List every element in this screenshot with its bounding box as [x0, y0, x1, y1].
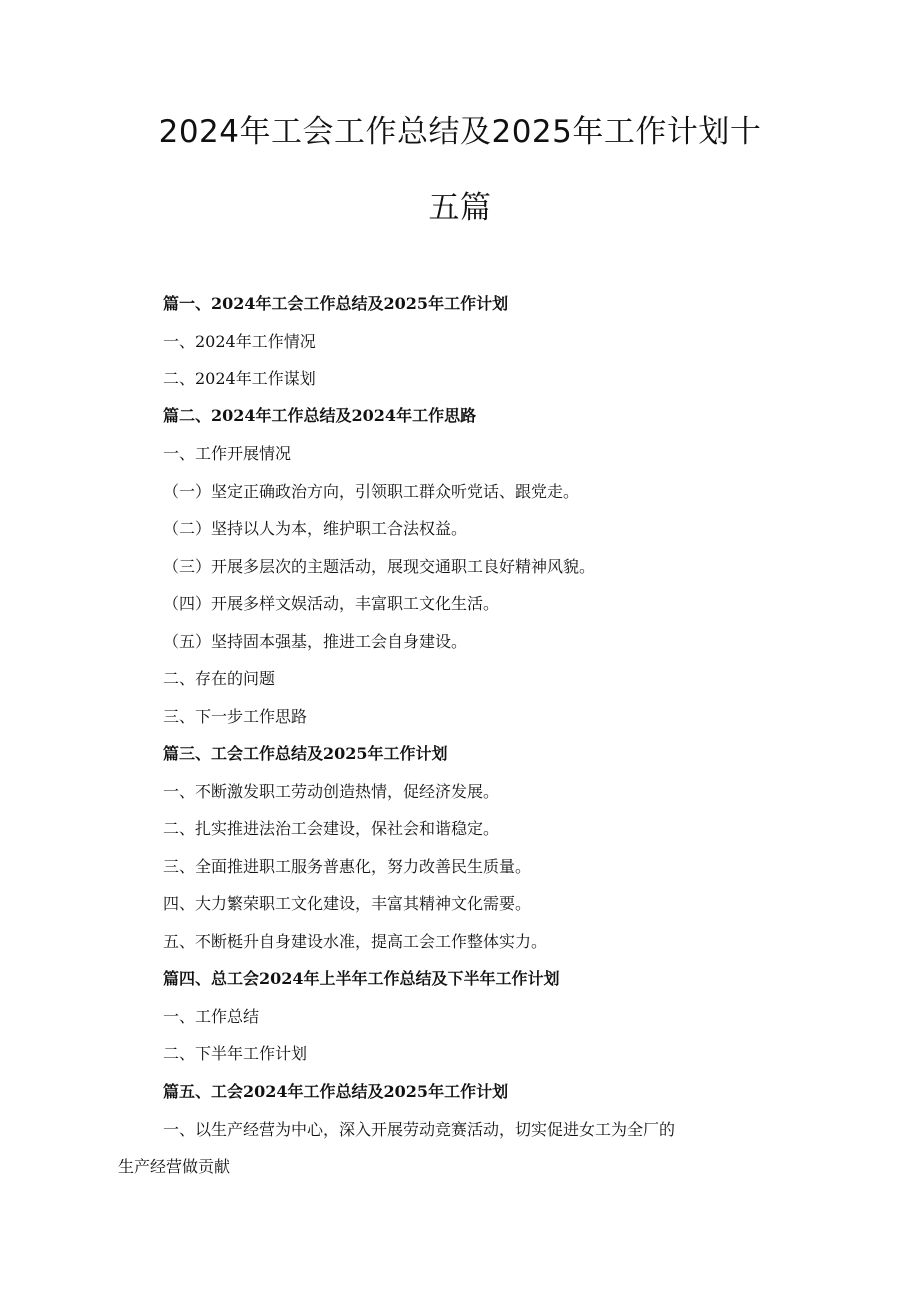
document-title-line-1: 2024年工会工作总结及2025年工作计划十	[158, 114, 762, 150]
toc-item: 一、不断激发职工劳动创造热情，促经济发展。	[163, 782, 500, 801]
section-heading: 篇五、工会2024年工作总结及2025年工作计划	[163, 1082, 509, 1101]
section-heading: 篇四、总工会2024年上半年工作总结及下半年工作计划	[163, 969, 560, 988]
toc-item: 一、工作总结	[163, 1007, 260, 1026]
toc-item: 二、扎实推进法治工会建设，保社会和谐稳定。	[163, 819, 500, 838]
toc-item: 一、以生产经营为中心，深入开展劳动竞赛活动，切实促进女工为全厂的	[163, 1120, 676, 1139]
toc-item: （五）坚持固本强基，推进工会自身建设。	[163, 632, 468, 651]
toc-item: （三）开展多层次的主题活动，展现交通职工良好精神风貌。	[163, 557, 596, 576]
toc-item: 一、2024年工作情况	[163, 332, 316, 351]
toc-item: 一、工作开展情况	[163, 444, 292, 463]
toc-item-continuation: 生产经营做贡献	[118, 1157, 231, 1176]
toc-item: 二、下半年工作计划	[163, 1044, 308, 1063]
toc-item: 三、下一步工作思路	[163, 707, 308, 726]
section-heading: 篇三、工会工作总结及2025年工作计划	[163, 744, 448, 763]
toc-item: 二、2024年工作谋划	[163, 369, 316, 388]
section-heading: 篇一、2024年工会工作总结及2025年工作计划	[163, 294, 509, 313]
toc-item: 二、存在的问题	[163, 669, 276, 688]
document-title-line-2: 五篇	[428, 190, 492, 226]
toc-item: 四、大力繁荣职工文化建设，丰富其精神文化需要。	[163, 894, 532, 913]
toc-item: （一）坚定正确政治方向，引领职工群众听党话、跟党走。	[163, 482, 580, 501]
toc-item: （四）开展多样文娱活动，丰富职工文化生活。	[163, 594, 500, 613]
toc-item: （二）坚持以人为本，维护职工合法权益。	[163, 519, 468, 538]
toc-item: 五、不断梃升自身建设水准，提高工会工作整体实力。	[163, 932, 548, 951]
toc-item: 三、全面推进职工服务普惠化，努力改善民生质量。	[163, 857, 532, 876]
section-heading: 篇二、2024年工作总结及2024年工作思路	[163, 406, 477, 425]
